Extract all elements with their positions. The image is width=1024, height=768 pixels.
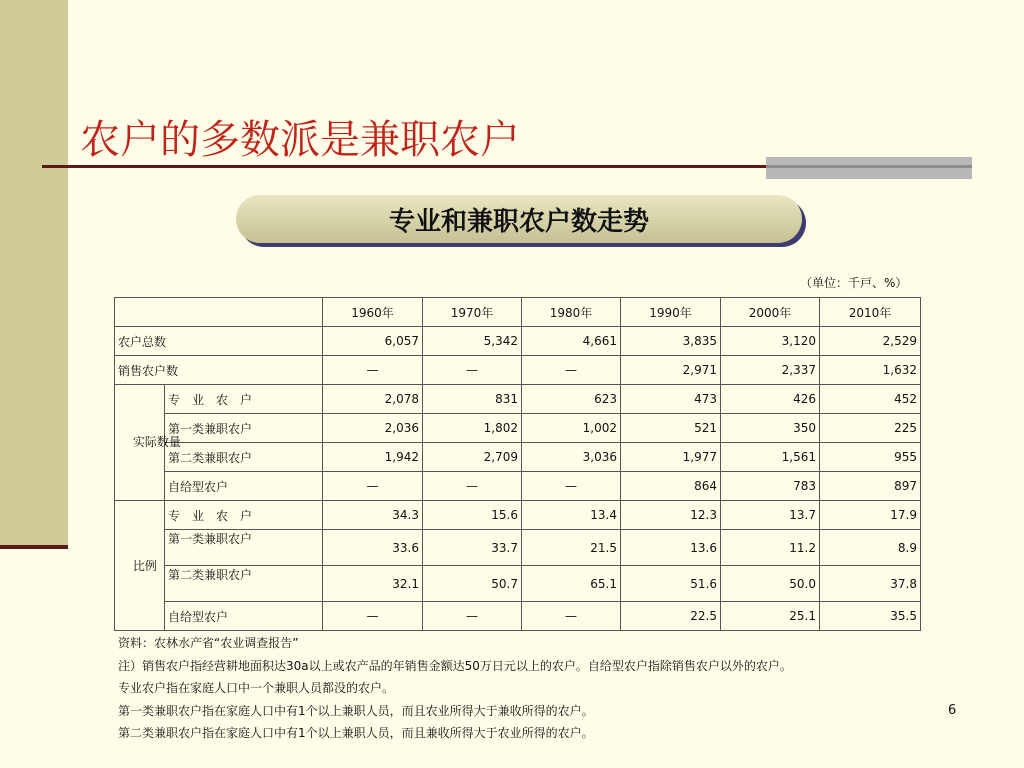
table-cell: — xyxy=(522,472,621,501)
row-label: 第一类兼职农户 xyxy=(165,530,323,566)
table-cell: 25.1 xyxy=(721,602,820,631)
footnote-source: 资料：农林水产省“农业调查报告” xyxy=(118,636,299,650)
row-label: 自给型农户 xyxy=(165,602,323,631)
year-header: 2010年 xyxy=(820,298,921,327)
table-cell: 2,529 xyxy=(820,327,921,356)
table-cell: 5,342 xyxy=(423,327,522,356)
table-cell: 12.3 xyxy=(621,501,721,530)
footnote-line: 注）销售农户指经营耕地面积达30a以上或农产品的年销售金额达50万日元以上的农户。自给型农户指除销售农户以外的农户。 xyxy=(118,658,792,673)
footnote-line: 第二类兼职农户指在家庭人口中有1个以上兼职人员，而且兼收所得大于农业所得的农户。 xyxy=(118,726,594,740)
group-label-text: 实际数量 xyxy=(132,435,181,449)
table-cell: 2,971 xyxy=(621,356,721,385)
table-row-actual xyxy=(115,385,921,414)
table-cell: 2,036 xyxy=(323,414,423,443)
table-cell: — xyxy=(522,602,621,631)
year-header: 2000年 xyxy=(721,298,820,327)
table-cell: — xyxy=(423,602,522,631)
year-header: 1970年 xyxy=(423,298,522,327)
table-cell: 33.7 xyxy=(423,530,522,566)
table-cell: 3,036 xyxy=(522,443,621,472)
row-label: 销售农户数 xyxy=(115,356,323,385)
table-cell: 13.7 xyxy=(721,501,820,530)
table-cell: 3,835 xyxy=(621,327,721,356)
table-cell: 1,942 xyxy=(323,443,423,472)
row-label: 第二类兼职农户 xyxy=(165,443,323,472)
footnotes xyxy=(118,632,792,745)
row-label: 自给型农户 xyxy=(165,472,323,501)
table-cell: — xyxy=(423,356,522,385)
table-cell: 521 xyxy=(621,414,721,443)
table-cell: 37.8 xyxy=(820,566,921,602)
table-cell: 783 xyxy=(721,472,820,501)
table-cell: 2,709 xyxy=(423,443,522,472)
year-header: 1990年 xyxy=(621,298,721,327)
table-cell: 13.4 xyxy=(522,501,621,530)
table-row-total xyxy=(115,327,921,356)
table-cell: 623 xyxy=(522,385,621,414)
table-cell: — xyxy=(323,472,423,501)
row-label: 专 业 农 户 xyxy=(165,385,323,414)
unit-label: （单位：千戸、%） xyxy=(800,276,908,290)
row-label: 第二类兼职农户 xyxy=(165,566,323,602)
group-label-ratio xyxy=(115,501,165,631)
table-cell: 50.0 xyxy=(721,566,820,602)
footnote-line: 第一类兼职农户指在家庭人口中有1个以上兼职人员，而且农业所得大于兼收所得的农户。 xyxy=(118,703,594,718)
title-accent-bar xyxy=(766,157,972,179)
table-cell: 4,661 xyxy=(522,327,621,356)
table-row-actual xyxy=(115,414,921,443)
table-row-actual xyxy=(115,443,921,472)
table-cell: 831 xyxy=(423,385,522,414)
table-cell: 350 xyxy=(721,414,820,443)
footnote-line: 专业农户指在家庭人口中一个兼职人员都没的农户。 xyxy=(118,681,395,695)
table-cell: — xyxy=(323,602,423,631)
table-cell: 22.5 xyxy=(621,602,721,631)
table-cell: 50.7 xyxy=(423,566,522,602)
table-cell: 864 xyxy=(621,472,721,501)
table-row-actual xyxy=(115,472,921,501)
page-number: 6 xyxy=(948,703,957,718)
table-cell: 11.2 xyxy=(721,530,820,566)
table-cell: 15.6 xyxy=(423,501,522,530)
table-cell: 2,337 xyxy=(721,356,820,385)
left-decor-line xyxy=(0,545,68,549)
table-cell: 6,057 xyxy=(323,327,423,356)
table-cell: — xyxy=(323,356,423,385)
table-cell: 13.6 xyxy=(621,530,721,566)
table-cell: — xyxy=(522,356,621,385)
table-cell: 955 xyxy=(820,443,921,472)
header-row xyxy=(115,298,921,327)
table-cell: 34.3 xyxy=(323,501,423,530)
table-cell: 1,632 xyxy=(820,356,921,385)
table-cell: 17.9 xyxy=(820,501,921,530)
table-cell: 452 xyxy=(820,385,921,414)
table-cell: 897 xyxy=(820,472,921,501)
household-table xyxy=(114,297,921,631)
group-label-text: 比例 xyxy=(132,558,157,573)
table-cell: 1,802 xyxy=(423,414,522,443)
table-row-ratio xyxy=(115,566,921,602)
table-cell: 1,561 xyxy=(721,443,820,472)
table-cell: 3,120 xyxy=(721,327,820,356)
group-label-actual xyxy=(115,385,181,501)
table-cell: 21.5 xyxy=(522,530,621,566)
left-decor-bar xyxy=(0,0,68,549)
page-title: 农户的多数派是兼职农户 xyxy=(80,117,520,163)
table-cell: 1,977 xyxy=(621,443,721,472)
table-cell: 2,078 xyxy=(323,385,423,414)
year-header: 1980年 xyxy=(522,298,621,327)
row-label: 专 业 农 户 xyxy=(165,501,323,530)
table-cell: 473 xyxy=(621,385,721,414)
table-cell: 8.9 xyxy=(820,530,921,566)
table-row-ratio xyxy=(115,530,921,566)
table-cell: 65.1 xyxy=(522,566,621,602)
table-cell: 33.6 xyxy=(323,530,423,566)
table-row-ratio xyxy=(115,501,921,530)
table-row-selling xyxy=(115,356,921,385)
table-cell: 1,002 xyxy=(522,414,621,443)
table-cell: 32.1 xyxy=(323,566,423,602)
table-row-ratio xyxy=(115,602,921,631)
title-accent-line xyxy=(766,165,972,168)
table-cell: — xyxy=(423,472,522,501)
table-cell: 225 xyxy=(820,414,921,443)
row-label: 第一类兼职农户 xyxy=(165,414,323,443)
year-header: 1960年 xyxy=(323,298,423,327)
row-label: 农户总数 xyxy=(115,327,323,356)
subtitle-banner xyxy=(236,195,802,243)
table-cell: 35.5 xyxy=(820,602,921,631)
table-cell: 426 xyxy=(721,385,820,414)
header-corner-cell xyxy=(115,298,323,327)
subtitle-text: 专业和兼职农户数走势 xyxy=(388,206,649,237)
table-cell: 51.6 xyxy=(621,566,721,602)
